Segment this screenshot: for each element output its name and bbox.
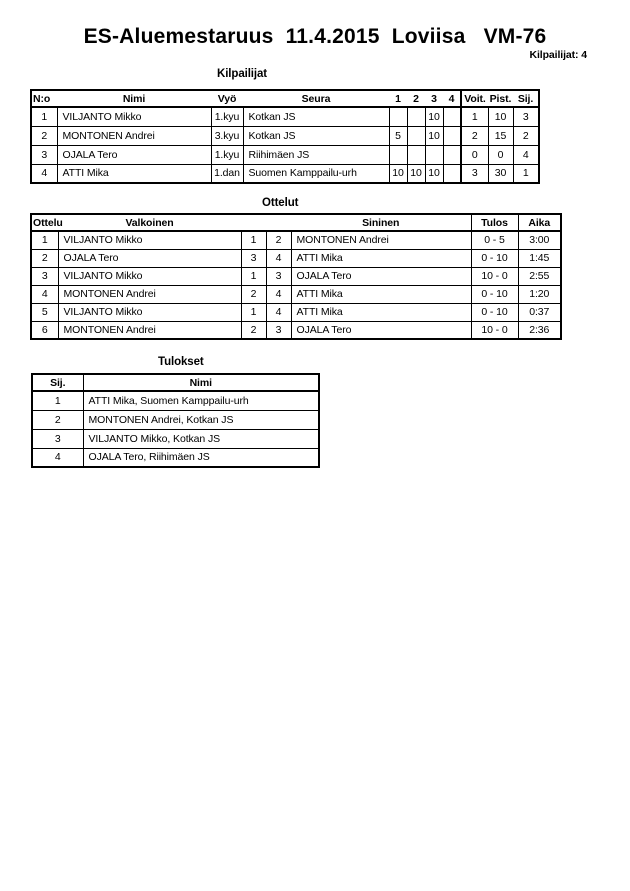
competitor-belt-cell: 3.kyu (211, 126, 243, 145)
col-header-round-1: 1 (389, 90, 407, 107)
col-header-points: Pist. (488, 90, 513, 107)
white-name-cell: MONTONEN Andrei (58, 285, 241, 303)
place-cell: 2 (513, 126, 539, 145)
round-score-cell: 10 (425, 107, 443, 126)
section-title-competitors: Kilpailijat (217, 68, 268, 80)
round-score-cell: 10 (425, 164, 443, 183)
result-cell: 10 - 0 (471, 267, 518, 285)
points-cell: 30 (488, 164, 513, 183)
table-row (32, 391, 319, 410)
wins-cell: 3 (461, 164, 488, 183)
table-row (31, 126, 539, 145)
wins-cell: 1 (461, 107, 488, 126)
blue-no-cell: 4 (266, 303, 291, 321)
white-no-cell: 1 (241, 231, 266, 249)
results-header-row (32, 374, 319, 391)
result-cell: 10 - 0 (471, 321, 518, 339)
white-no-cell: 2 (241, 285, 266, 303)
round-score-cell: 10 (407, 164, 425, 183)
result-cell: 0 - 10 (471, 285, 518, 303)
col-header-white: Valkoinen (58, 214, 241, 231)
blue-name-cell: ATTI Mika (291, 285, 471, 303)
time-cell: 1:20 (518, 285, 561, 303)
round-score-cell (443, 145, 461, 164)
competitor-club-cell: Suomen Kamppailu-urh (243, 164, 389, 183)
blue-no-cell: 2 (266, 231, 291, 249)
col-header-place: Sij. (513, 90, 539, 107)
match-no-cell: 4 (31, 285, 58, 303)
match-no-cell: 6 (31, 321, 58, 339)
round-score-cell (407, 107, 425, 126)
competitor-name-cell: VILJANTO Mikko (57, 107, 211, 126)
blue-name-cell: OJALA Tero (291, 321, 471, 339)
competitor-name-cell: MONTONEN Andrei (57, 126, 211, 145)
wins-cell: 0 (461, 145, 488, 164)
result-place-cell: 3 (32, 429, 83, 448)
col-header-name: Nimi (83, 374, 319, 391)
points-cell: 10 (488, 107, 513, 126)
matches-table (30, 213, 562, 340)
col-header-no: N:o (31, 90, 57, 107)
competitors-count-label: Kilpailijat: 4 (529, 49, 587, 61)
competitor-name-cell: OJALA Tero (57, 145, 211, 164)
white-no-cell: 1 (241, 303, 266, 321)
points-cell: 15 (488, 126, 513, 145)
match-no-cell: 3 (31, 267, 58, 285)
round-score-cell (389, 145, 407, 164)
white-name-cell: OJALA Tero (58, 249, 241, 267)
round-score-cell: 5 (389, 126, 407, 145)
white-no-cell: 3 (241, 249, 266, 267)
match-no-cell: 2 (31, 249, 58, 267)
table-row (31, 303, 561, 321)
round-score-cell (443, 164, 461, 183)
time-cell: 2:36 (518, 321, 561, 339)
table-row (31, 321, 561, 339)
table-row (31, 285, 561, 303)
table-row (32, 448, 319, 467)
white-name-cell: MONTONEN Andrei (58, 321, 241, 339)
table-row (31, 164, 539, 183)
blue-name-cell: MONTONEN Andrei (291, 231, 471, 249)
competitor-no-cell: 1 (31, 107, 57, 126)
matches-header-row (31, 214, 561, 231)
time-cell: 2:55 (518, 267, 561, 285)
col-header-time: Aika (518, 214, 561, 231)
col-header-club: Seura (243, 90, 389, 107)
table-row (31, 107, 539, 126)
match-no-cell: 5 (31, 303, 58, 321)
results-table (31, 373, 320, 468)
blue-name-cell: ATTI Mika (291, 303, 471, 321)
col-header-result: Tulos (471, 214, 518, 231)
place-cell: 3 (513, 107, 539, 126)
section-title-results: Tulokset (158, 356, 204, 368)
result-cell: 0 - 10 (471, 249, 518, 267)
col-header-blue-no (266, 214, 291, 231)
blue-name-cell: ATTI Mika (291, 249, 471, 267)
time-cell: 1:45 (518, 249, 561, 267)
table-row (31, 249, 561, 267)
white-name-cell: VILJANTO Mikko (58, 303, 241, 321)
competitor-club-cell: Riihimäen JS (243, 145, 389, 164)
round-score-cell (407, 126, 425, 145)
table-row (31, 267, 561, 285)
wins-cell: 2 (461, 126, 488, 145)
competitor-belt-cell: 1.kyu (211, 107, 243, 126)
white-no-cell: 1 (241, 267, 266, 285)
points-cell: 0 (488, 145, 513, 164)
page-title: ES-Aluemestaruus 11.4.2015 Loviisa VM-76 (83, 25, 547, 48)
col-header-wins: Voit. (461, 90, 488, 107)
round-score-cell (425, 145, 443, 164)
result-place-cell: 2 (32, 410, 83, 429)
table-row (31, 231, 561, 249)
col-header-place: Sij. (32, 374, 83, 391)
competitor-no-cell: 3 (31, 145, 57, 164)
blue-no-cell: 3 (266, 267, 291, 285)
competitor-belt-cell: 1.dan (211, 164, 243, 183)
competitors-header-row (31, 90, 539, 107)
section-title-matches: Ottelut (262, 197, 299, 209)
place-cell: 1 (513, 164, 539, 183)
result-cell: 0 - 10 (471, 303, 518, 321)
col-header-round-3: 3 (425, 90, 443, 107)
competitors-table (30, 89, 540, 184)
col-header-belt: Vyö (211, 90, 243, 107)
competitor-no-cell: 4 (31, 164, 57, 183)
competitor-no-cell: 2 (31, 126, 57, 145)
place-cell: 4 (513, 145, 539, 164)
white-name-cell: VILJANTO Mikko (58, 267, 241, 285)
round-score-cell: 10 (389, 164, 407, 183)
round-score-cell: 10 (425, 126, 443, 145)
result-name-cell: OJALA Tero, Riihimäen JS (83, 448, 319, 467)
round-score-cell (443, 107, 461, 126)
round-score-cell (389, 107, 407, 126)
match-no-cell: 1 (31, 231, 58, 249)
col-header-match: Ottelu (31, 214, 58, 231)
competitor-club-cell: Kotkan JS (243, 126, 389, 145)
white-no-cell: 2 (241, 321, 266, 339)
result-name-cell: VILJANTO Mikko, Kotkan JS (83, 429, 319, 448)
col-header-round-4: 4 (443, 90, 461, 107)
col-header-blue: Sininen (291, 214, 471, 231)
blue-no-cell: 4 (266, 249, 291, 267)
result-name-cell: MONTONEN Andrei, Kotkan JS (83, 410, 319, 429)
blue-no-cell: 3 (266, 321, 291, 339)
round-score-cell (443, 126, 461, 145)
table-row (32, 429, 319, 448)
table-row (32, 410, 319, 429)
col-header-white-no (241, 214, 266, 231)
round-score-cell (407, 145, 425, 164)
competitor-club-cell: Kotkan JS (243, 107, 389, 126)
col-header-name: Nimi (57, 90, 211, 107)
competitor-name-cell: ATTI Mika (57, 164, 211, 183)
time-cell: 3:00 (518, 231, 561, 249)
result-cell: 0 - 5 (471, 231, 518, 249)
white-name-cell: VILJANTO Mikko (58, 231, 241, 249)
competitor-belt-cell: 1.kyu (211, 145, 243, 164)
result-place-cell: 1 (32, 391, 83, 410)
result-name-cell: ATTI Mika, Suomen Kamppailu-urh (83, 391, 319, 410)
result-place-cell: 4 (32, 448, 83, 467)
blue-no-cell: 4 (266, 285, 291, 303)
blue-name-cell: OJALA Tero (291, 267, 471, 285)
col-header-round-2: 2 (407, 90, 425, 107)
table-row (31, 145, 539, 164)
time-cell: 0:37 (518, 303, 561, 321)
